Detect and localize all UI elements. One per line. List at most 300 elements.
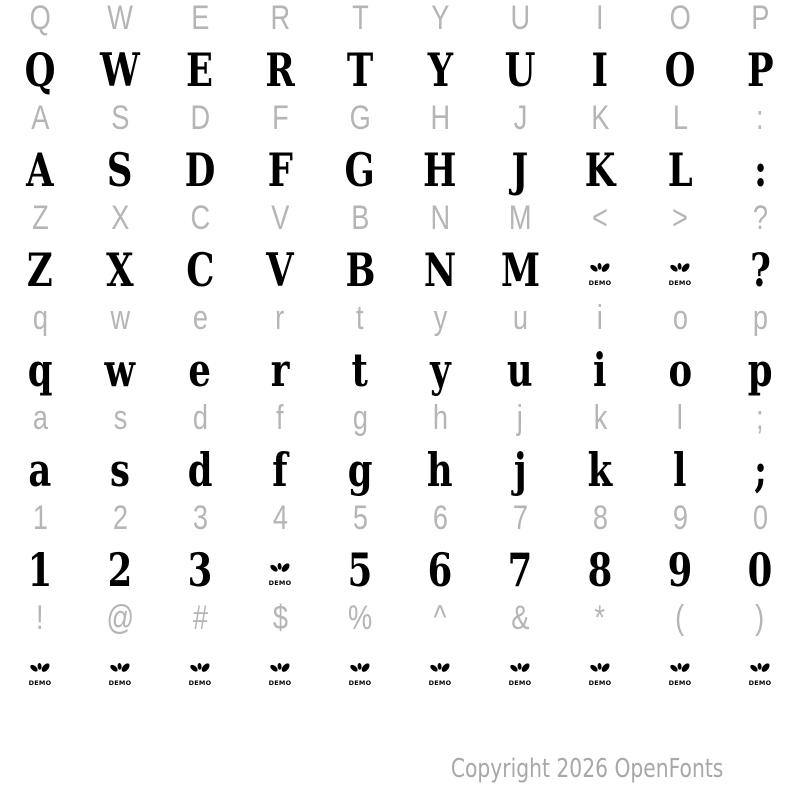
glyph-cell <box>240 301 320 335</box>
glyph: a <box>28 443 52 497</box>
glyph-cell <box>480 543 560 597</box>
glyph: C <box>185 243 215 297</box>
glyph: D <box>190 99 210 137</box>
glyph-cell <box>80 601 160 635</box>
glyph: T <box>351 0 369 37</box>
glyph-cell <box>480 201 560 235</box>
glyph: f <box>272 443 288 497</box>
glyph-cell <box>560 501 640 535</box>
demo-glyph-icon <box>667 261 693 293</box>
glyph-cell <box>80 661 160 687</box>
glyph-cell <box>0 101 80 135</box>
glyph: X <box>110 199 130 237</box>
glyph-cell <box>160 401 240 435</box>
glyph-cell <box>160 1 240 35</box>
glyph-cell <box>320 101 400 135</box>
glyph: u <box>507 343 533 397</box>
glyph-cell <box>720 501 800 535</box>
glyph-cell <box>320 343 400 397</box>
glyph-cell <box>640 301 720 335</box>
glyph: Y <box>427 43 453 97</box>
glyph: S <box>110 99 130 137</box>
glyph-cell <box>560 1 640 35</box>
glyph-cell <box>240 601 320 635</box>
glyph: ? <box>752 199 768 237</box>
demo-glyph-icon <box>267 661 293 687</box>
glyph-cell <box>400 601 480 635</box>
reference-row <box>0 201 800 235</box>
glyph-cell <box>320 501 400 535</box>
demo-glyph-icon <box>507 661 533 687</box>
glyph-cell <box>0 143 80 197</box>
glyph-cell <box>240 143 320 197</box>
glyph-cell <box>80 143 160 197</box>
glyph-cell <box>240 343 320 397</box>
svg-text:DEMO: DEMO <box>668 679 692 687</box>
glyph: i <box>596 299 604 337</box>
glyph: 1 <box>27 543 53 597</box>
glyph: Z <box>27 243 53 297</box>
glyph-cell <box>480 443 560 497</box>
reference-row <box>0 301 800 335</box>
glyph-cell <box>80 301 160 335</box>
glyph: t <box>356 299 364 337</box>
glyph: R <box>270 0 290 37</box>
specimen-row <box>0 43 800 97</box>
glyph-cell <box>400 43 480 97</box>
glyph-cell <box>160 301 240 335</box>
glyph-cell <box>320 243 400 297</box>
glyph: P <box>746 43 774 97</box>
glyph: l <box>673 443 687 497</box>
glyph: U <box>504 43 536 97</box>
glyph-cell <box>720 301 800 335</box>
glyph: s <box>110 443 130 497</box>
glyph-cell <box>0 343 80 397</box>
glyph-cell <box>240 201 320 235</box>
glyph: E <box>186 43 214 97</box>
specimen-row <box>0 243 800 297</box>
glyph-cell <box>0 601 80 635</box>
demo-glyph-icon <box>107 661 133 687</box>
glyph: B <box>350 199 370 237</box>
glyph-cell <box>0 243 80 297</box>
glyph: 9 <box>667 543 693 597</box>
glyph-cell <box>160 43 240 97</box>
glyph-cell <box>80 343 160 397</box>
glyph-cell <box>240 1 320 35</box>
glyph-cell <box>240 443 320 497</box>
glyph: w <box>110 299 130 337</box>
svg-text:DEMO: DEMO <box>348 679 372 687</box>
glyph: d <box>187 443 213 497</box>
glyph-cell <box>400 343 480 397</box>
glyph: 6 <box>427 543 453 597</box>
copyright-text: Copyright 2026 OpenFonts <box>450 754 723 784</box>
glyph: 5 <box>352 499 368 537</box>
glyph: A <box>26 143 54 197</box>
glyph-cell <box>720 201 800 235</box>
glyph-cell <box>640 101 720 135</box>
glyph-cell <box>320 543 400 597</box>
specimen-icons-row <box>0 661 800 687</box>
glyph-cell <box>160 243 240 297</box>
glyph: p <box>752 299 768 337</box>
glyph-cell <box>80 243 160 297</box>
glyph: e <box>188 343 212 397</box>
glyph-cell <box>640 247 720 293</box>
glyph-cell <box>480 143 560 197</box>
glyph-cell <box>480 661 560 687</box>
glyph: V <box>266 243 294 297</box>
demo-glyph-icon <box>27 661 53 687</box>
glyph: d <box>192 399 208 437</box>
glyph: t <box>351 343 369 397</box>
glyph: f <box>276 399 284 437</box>
glyph-cell <box>560 101 640 135</box>
glyph: 2 <box>107 543 133 597</box>
svg-text:DEMO: DEMO <box>668 279 692 287</box>
glyph: R <box>265 43 295 97</box>
glyph-cell <box>400 1 480 35</box>
glyph: k <box>587 443 613 497</box>
glyph-cell <box>0 301 80 335</box>
glyph-cell <box>0 43 80 97</box>
demo-glyph-icon <box>587 261 613 293</box>
glyph: 6 <box>432 499 448 537</box>
glyph: k <box>593 399 607 437</box>
glyph: W <box>100 43 140 97</box>
svg-text:DEMO: DEMO <box>588 279 612 287</box>
glyph-cell <box>80 101 160 135</box>
specimen-row <box>0 443 800 497</box>
glyph: G <box>349 99 371 137</box>
glyph: U <box>510 0 530 37</box>
svg-text:DEMO: DEMO <box>588 679 612 687</box>
glyph-cell <box>480 301 560 335</box>
glyph: W <box>107 0 133 37</box>
svg-text:DEMO: DEMO <box>748 679 772 687</box>
glyph-cell <box>320 443 400 497</box>
glyph-cell <box>720 543 800 597</box>
glyph: ) <box>755 599 765 637</box>
glyph-cell <box>0 201 80 235</box>
glyph-cell <box>0 401 80 435</box>
svg-text:DEMO: DEMO <box>428 679 452 687</box>
glyph: % <box>347 599 373 637</box>
glyph-cell <box>400 661 480 687</box>
glyph-cell <box>400 543 480 597</box>
glyph: w <box>104 343 136 397</box>
glyph-cell <box>160 443 240 497</box>
glyph-cell <box>400 143 480 197</box>
glyph-cell <box>80 501 160 535</box>
glyph: O <box>669 0 691 37</box>
glyph-cell <box>640 1 720 35</box>
glyph-cell <box>400 501 480 535</box>
glyph-cell <box>240 243 320 297</box>
glyph-cell <box>0 1 80 35</box>
demo-glyph-icon <box>747 661 773 687</box>
glyph: E <box>190 0 210 37</box>
specimen-row <box>0 343 800 397</box>
glyph: L <box>672 99 688 137</box>
demo-glyph-icon <box>587 661 613 687</box>
glyph: ^ <box>433 599 447 637</box>
glyph-cell <box>0 543 80 597</box>
glyph: H <box>423 143 457 197</box>
glyph: 3 <box>187 543 213 597</box>
glyph-cell <box>640 401 720 435</box>
demo-glyph-icon <box>667 661 693 687</box>
svg-text:DEMO: DEMO <box>268 679 292 687</box>
glyph-cell <box>640 501 720 535</box>
glyph-cell <box>320 661 400 687</box>
glyph-cell <box>400 243 480 297</box>
glyph-cell <box>560 601 640 635</box>
glyph: 4 <box>272 499 288 537</box>
glyph: g <box>347 443 373 497</box>
glyph-cell <box>0 501 80 535</box>
glyph-cell <box>640 601 720 635</box>
glyph: A <box>30 99 50 137</box>
glyph-cell <box>640 143 720 197</box>
glyph: B <box>345 243 375 297</box>
glyph-cell <box>80 443 160 497</box>
reference-row <box>0 401 800 435</box>
glyph: D <box>184 143 216 197</box>
glyph-cell <box>160 601 240 635</box>
glyph-cell <box>640 543 720 597</box>
glyph-cell <box>560 43 640 97</box>
glyph-cell <box>720 43 800 97</box>
glyph-cell <box>160 101 240 135</box>
glyph: 5 <box>347 543 373 597</box>
glyph: 0 <box>747 543 773 597</box>
glyph: l <box>676 399 684 437</box>
glyph-cell <box>80 1 160 35</box>
glyph-cell <box>320 601 400 635</box>
glyph: ( <box>675 599 685 637</box>
glyph: P <box>750 0 770 37</box>
demo-glyph-icon <box>267 561 293 593</box>
glyph: y <box>433 299 447 337</box>
glyph-cell <box>640 201 720 235</box>
glyph-cell <box>240 401 320 435</box>
glyph-cell <box>160 661 240 687</box>
glyph-cell <box>560 343 640 397</box>
glyph: 0 <box>752 499 768 537</box>
glyph: h <box>427 443 453 497</box>
svg-text:DEMO: DEMO <box>268 579 292 587</box>
glyph-cell <box>640 343 720 397</box>
glyph: u <box>512 299 528 337</box>
glyph: S <box>107 143 133 197</box>
glyph-cell <box>720 401 800 435</box>
glyph-cell <box>240 547 320 593</box>
glyph: r <box>270 343 290 397</box>
glyph: C <box>190 199 210 237</box>
glyph: & <box>510 599 530 637</box>
glyph-cell <box>480 343 560 397</box>
glyph-cell <box>720 101 800 135</box>
specimen-row <box>0 543 800 597</box>
glyph: N <box>423 243 457 297</box>
glyph: 3 <box>192 499 208 537</box>
glyph-cell <box>320 43 400 97</box>
glyph: ; <box>756 399 764 437</box>
glyph: j <box>516 399 524 437</box>
glyph: r <box>275 299 285 337</box>
glyph-cell <box>160 343 240 397</box>
glyph: : <box>756 99 764 137</box>
glyph: y <box>429 343 451 397</box>
glyph: $ <box>272 599 288 637</box>
glyph: j <box>513 443 527 497</box>
glyph-cell <box>80 401 160 435</box>
glyph: ? <box>749 243 771 297</box>
glyph-cell <box>80 543 160 597</box>
reference-row <box>0 501 800 535</box>
glyph: H <box>430 99 450 137</box>
glyph-cell <box>720 343 800 397</box>
glyph: 8 <box>587 543 613 597</box>
glyph: K <box>584 143 616 197</box>
glyph: T <box>346 43 374 97</box>
glyph: 1 <box>32 499 48 537</box>
glyph: > <box>672 199 688 237</box>
glyph: 2 <box>112 499 128 537</box>
glyph-cell <box>560 201 640 235</box>
glyph-cell <box>480 243 560 297</box>
glyph-cell <box>160 501 240 535</box>
glyph-cell <box>320 301 400 335</box>
glyph-cell <box>560 543 640 597</box>
glyph-cell <box>400 443 480 497</box>
glyph-cell <box>720 601 800 635</box>
glyph-cell <box>720 661 800 687</box>
glyph: q <box>32 299 48 337</box>
glyph: V <box>270 199 290 237</box>
glyph: 9 <box>672 499 688 537</box>
demo-glyph-icon <box>427 661 453 687</box>
glyph-cell <box>160 143 240 197</box>
glyph-cell <box>240 43 320 97</box>
glyph: @ <box>106 599 134 637</box>
glyph: # <box>192 599 208 637</box>
glyph-cell <box>240 661 320 687</box>
glyph-cell <box>480 601 560 635</box>
glyph: Y <box>430 0 450 37</box>
glyph: q <box>27 343 53 397</box>
glyph: * <box>594 599 606 637</box>
glyph-cell <box>160 543 240 597</box>
glyph-cell <box>480 501 560 535</box>
glyph: Q <box>29 0 51 37</box>
demo-glyph-icon <box>187 661 213 687</box>
glyph-cell <box>0 443 80 497</box>
glyph: I <box>591 43 609 97</box>
glyph: 8 <box>592 499 608 537</box>
glyph: o <box>672 299 688 337</box>
glyph-cell <box>480 101 560 135</box>
glyph-cell <box>80 201 160 235</box>
glyph-cell <box>720 243 800 297</box>
glyph: g <box>352 399 368 437</box>
glyph-cell <box>560 301 640 335</box>
glyph-cell <box>80 43 160 97</box>
glyph: 7 <box>512 499 528 537</box>
glyph-cell <box>720 143 800 197</box>
glyph-cell <box>320 401 400 435</box>
glyph-cell <box>720 1 800 35</box>
glyph: h <box>432 399 448 437</box>
glyph: M <box>500 243 540 297</box>
glyph-cell <box>320 1 400 35</box>
glyph: J <box>513 99 527 137</box>
glyph: F <box>271 99 289 137</box>
glyph: M <box>508 199 532 237</box>
glyph-cell <box>640 43 720 97</box>
glyph: O <box>664 43 696 97</box>
glyph: X <box>106 243 134 297</box>
glyph: Z <box>31 199 49 237</box>
glyph: J <box>511 143 529 197</box>
demo-glyph-icon <box>347 661 373 687</box>
specimen-row <box>0 143 800 197</box>
glyph-cell <box>400 301 480 335</box>
glyph-cell <box>640 661 720 687</box>
glyph-cell <box>560 661 640 687</box>
glyph-cell <box>560 443 640 497</box>
glyph-cell <box>480 1 560 35</box>
glyph: ! <box>36 599 44 637</box>
glyph: L <box>667 143 693 197</box>
glyph: F <box>267 143 293 197</box>
glyph-cell <box>480 43 560 97</box>
glyph: : <box>753 143 767 197</box>
glyph-cell <box>240 501 320 535</box>
glyph: G <box>344 143 376 197</box>
glyph: o <box>668 343 692 397</box>
glyph-cell <box>320 201 400 235</box>
glyph: p <box>747 343 773 397</box>
glyph-cell <box>320 143 400 197</box>
glyph-cell <box>0 661 80 687</box>
glyph: s <box>113 399 127 437</box>
svg-text:DEMO: DEMO <box>28 679 52 687</box>
glyph: e <box>192 299 208 337</box>
glyph-cell <box>560 143 640 197</box>
glyph-cell <box>560 401 640 435</box>
glyph-cell <box>400 201 480 235</box>
svg-text:DEMO: DEMO <box>188 679 212 687</box>
glyph: K <box>590 99 610 137</box>
reference-row <box>0 601 800 635</box>
svg-text:DEMO: DEMO <box>108 679 132 687</box>
glyph-cell <box>160 201 240 235</box>
glyph-cell <box>560 247 640 293</box>
glyph: a <box>32 399 48 437</box>
glyph: Q <box>24 43 56 97</box>
glyph: < <box>592 199 608 237</box>
glyph: ; <box>753 443 767 497</box>
reference-row <box>0 1 800 35</box>
glyph-cell <box>400 101 480 135</box>
glyph-cell <box>240 101 320 135</box>
reference-row <box>0 101 800 135</box>
glyph: N <box>430 199 450 237</box>
